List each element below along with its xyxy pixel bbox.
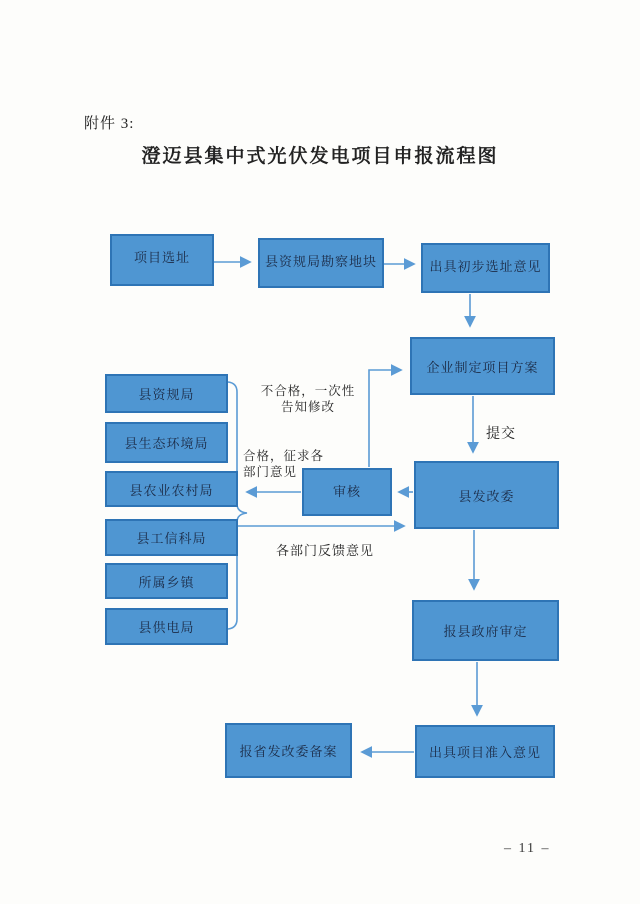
page-title: 澄迈县集中式光伏发电项目申报流程图: [141, 146, 499, 167]
flow-box-county-fgw: 县发改委: [414, 461, 559, 529]
flow-box-enterprise-plan: 企业制定项目方案: [410, 337, 555, 395]
flow-box-township: 所属乡镇: [105, 563, 228, 599]
flow-box-bureau-zgj: 县资规局: [105, 374, 228, 413]
label-pass-consult: [243, 448, 324, 480]
flow-box-admission: 出具项目准入意见: [415, 725, 555, 778]
arrow-review-fail-to-plan: [369, 370, 401, 467]
flow-box-bureau-nync: 县农业农村局: [105, 471, 238, 507]
page-number: – 11 –: [504, 841, 551, 856]
flow-box-bureau-gd: 县供电局: [105, 608, 228, 645]
attachment-label: 附件 3:: [84, 116, 135, 132]
flow-box-survey: 县资规局勘察地块: [258, 238, 384, 288]
flow-box-bureau-gxk: 县工信科局: [105, 519, 238, 556]
label-pass-line1: 合格，征求各: [243, 449, 325, 463]
flow-box-bureau-sthj: 县生态环境局: [105, 422, 228, 463]
label-fail-notice: [258, 383, 358, 415]
label-fail-line2: 告知修改: [280, 400, 335, 414]
flow-box-review: 审核: [302, 468, 392, 516]
label-fail-line1: 不合格，一次性: [260, 384, 356, 398]
flow-box-county-gov: 报县政府审定: [412, 600, 559, 661]
label-feedback: 各部门反馈意见: [276, 543, 375, 558]
label-submit: 提交: [486, 427, 516, 442]
flow-box-initial-opinion: 出具初步选址意见: [421, 243, 550, 293]
label-pass-line2: 部门意见: [243, 465, 298, 479]
flow-box-province-record: 报省发改委备案: [225, 723, 352, 778]
flow-box-project-site: 项目选址: [110, 234, 214, 286]
